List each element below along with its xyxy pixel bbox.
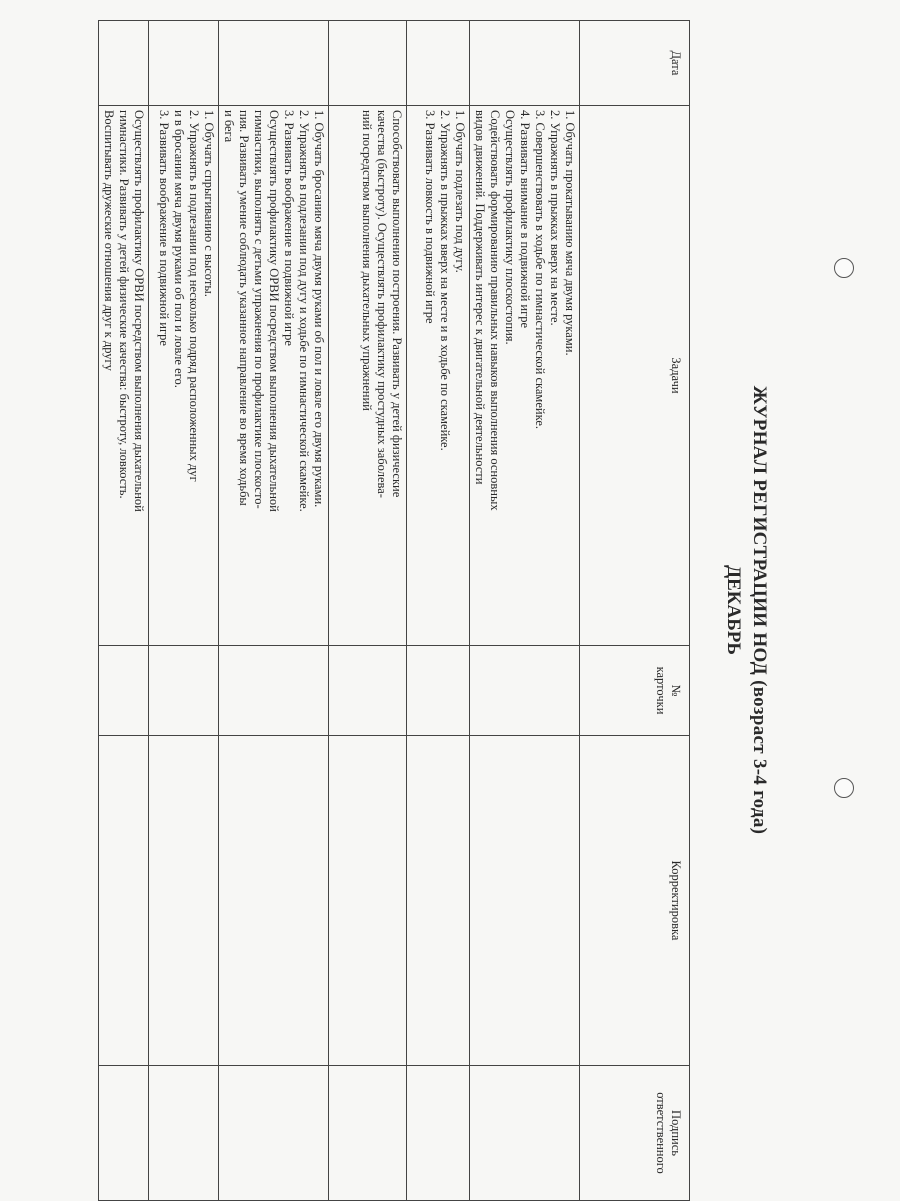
signature-cell: [407, 1066, 470, 1201]
date-cell: [149, 21, 219, 106]
task-line: 4. Развивать внимание в подвижной игре: [518, 110, 532, 329]
header-date: Дата: [580, 21, 690, 106]
task-line: 3. Развивать воображение в подвижной игре: [157, 110, 171, 346]
task-line: и бега: [222, 110, 236, 143]
tasks-cell: [329, 106, 407, 646]
card-number-cell: [329, 646, 407, 736]
correction-cell: [99, 736, 149, 1066]
correction-cell: [470, 736, 580, 1066]
task-line: пия. Развивать умение соблюдать указанное направление во время ходьбы: [237, 110, 251, 506]
task-line: 1. Обучать спрыгиванию с высоты.: [202, 110, 216, 297]
correction-cell: [219, 736, 329, 1066]
header-signature: [580, 1066, 690, 1201]
header-signature-line1: Подпись: [669, 1110, 683, 1156]
journal-table: [98, 20, 690, 1201]
table-row: [329, 21, 407, 1201]
date-cell: [329, 21, 407, 106]
header-signature-line2: ответственного: [654, 1092, 668, 1174]
task-line: 3. Развивать ловкость в подвижной игре: [423, 110, 437, 324]
task-line: 2. Упражнять в прыжках вверх на месте и в ходьбе по скамейке.: [438, 110, 452, 451]
tasks-cell: [219, 106, 329, 646]
task-line: гимнастики, выполнять с детьми упражнения по профилактике плоскосто-: [252, 110, 266, 509]
card-number-cell: [149, 646, 219, 736]
date-cell: [407, 21, 470, 106]
task-line: Осуществлять профилактику ОРВИ посредством выполнения дыхательной: [132, 110, 146, 512]
task-line: Воспитывать дружеские отношения друг к другу: [102, 110, 116, 371]
task-line: ний посредством выполнения дыхательных упражнений: [360, 110, 374, 411]
header-card-label: карточки: [654, 666, 668, 715]
table-row: [219, 21, 329, 1201]
table-row: [99, 21, 149, 1201]
task-line: 2. Упражнять в подлезании под дугу и ходьбе по гимнастической скамейке.: [297, 110, 311, 512]
signature-cell: [99, 1066, 149, 1201]
task-line: 3. Совершенствовать в ходьбе по гимнастической скамейке.: [533, 110, 547, 430]
signature-cell: [470, 1066, 580, 1201]
card-number-cell: [219, 646, 329, 736]
month-title: ДЕКАБРЬ: [723, 565, 744, 655]
task-line: 1. Обучать бросанию мяча двумя руками об пол и ловле его двумя руками.: [312, 110, 326, 508]
correction-cell: [407, 736, 470, 1066]
punch-hole-top: [834, 258, 854, 278]
tasks-cell: [149, 106, 219, 646]
table-row: [149, 21, 219, 1201]
task-line: Способствовать выполнению построения. Развивать у детей физические: [390, 110, 404, 498]
punch-hole-bottom: [834, 778, 854, 798]
signature-cell: [329, 1066, 407, 1201]
table-header-row: [580, 21, 690, 1201]
correction-cell: [329, 736, 407, 1066]
header-correction: Корректировка: [580, 736, 690, 1066]
journal-sheet: [102, 20, 780, 1200]
task-line: гимнастики. Развивать у детей физические качества: быстроту, ловкость.: [117, 110, 131, 499]
header-tasks: Задачи: [580, 106, 690, 646]
task-line: Осуществлять профилактику ОРВИ посредством выполнения дыхательной: [267, 110, 281, 512]
card-number-cell: [470, 646, 580, 736]
tasks-cell: [470, 106, 580, 646]
table-row: [470, 21, 580, 1201]
task-line: 1. Обучать подлезать под дугу.: [453, 110, 467, 273]
header-card-symbol: №: [669, 684, 683, 697]
task-line: 3. Развивать воображение в подвижной игре: [282, 110, 296, 346]
tasks-cell: [407, 106, 470, 646]
header-card-number: [580, 646, 690, 736]
card-number-cell: [99, 646, 149, 736]
card-number-cell: [407, 646, 470, 736]
table-row: [407, 21, 470, 1201]
task-line: видов движений. Поддерживать интерес к двигательной деятельности: [473, 110, 487, 485]
task-line: 2. Упражнять в подлезании под несколько подряд расположенных дуг: [187, 110, 201, 482]
date-cell: [470, 21, 580, 106]
document-title-block: [700, 20, 780, 1200]
task-line: качества (быстроту). Осуществлять профилактику простудных заболева-: [375, 110, 389, 498]
task-line: 2. Упражнять в прыжках вверх на месте.: [548, 110, 562, 326]
document-title: ЖУРНАЛ РЕГИСТРАЦИИ НОД (возраст 3-4 года): [749, 385, 770, 835]
task-line: и в бросании мяча двумя руками об пол и ловле его.: [172, 110, 186, 388]
signature-cell: [149, 1066, 219, 1201]
date-cell: [219, 21, 329, 106]
date-cell: [99, 21, 149, 106]
task-line: 1. Обучать прокатыванию мяча двумя руками.: [563, 110, 577, 356]
signature-cell: [219, 1066, 329, 1201]
correction-cell: [149, 736, 219, 1066]
tasks-cell: [99, 106, 149, 646]
task-line: Осуществлять профилактику плоскостопия.: [503, 110, 517, 345]
task-line: Содействовать формированию правильных навыков выполнения основных: [488, 110, 502, 511]
